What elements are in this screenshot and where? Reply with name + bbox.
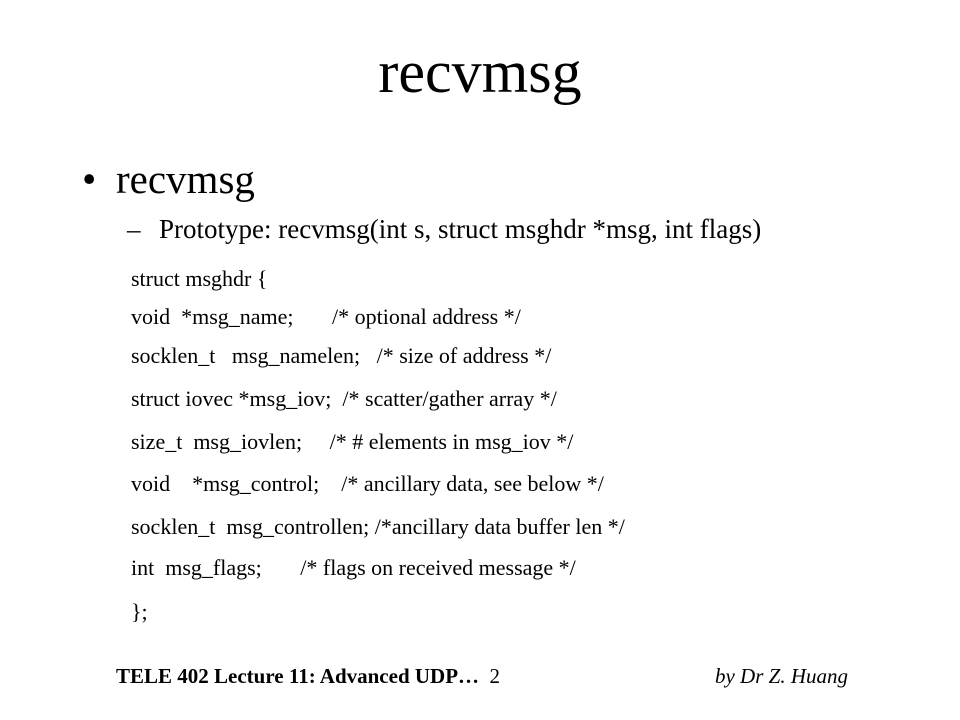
footer-author: by Dr Z. Huang (714, 664, 848, 688)
code-line: void *msg_control; /* ancillary data, see below */ (131, 471, 604, 496)
slide-title: recvmsg (378, 39, 582, 105)
code-line: size_t msg_iovlen; /* # elements in msg_iov */ (131, 429, 574, 454)
bullet-item (82, 153, 255, 205)
bullet-dot-icon: • (82, 156, 97, 202)
code-line: socklen_t msg_namelen; /* size of address */ (131, 343, 552, 368)
prototype-text: Prototype: recvmsg(int s, struct msghdr *msg, int flags) (159, 214, 762, 244)
code-line: socklen_t msg_controllen; /*ancillary data buffer len */ (131, 514, 625, 539)
code-line: struct iovec *msg_iov; /* scatter/gather array */ (131, 386, 557, 411)
footer-course-title: TELE 402 Lecture 11: Advanced UDP… (116, 664, 480, 688)
code-line: void *msg_name; /* optional address */ (131, 304, 521, 329)
footer-course (116, 662, 500, 690)
code-line: int msg_flags; /* flags on received message */ (131, 555, 576, 580)
dash-icon: – (127, 214, 141, 244)
code-line: }; (131, 599, 148, 624)
sub-bullet-item (127, 211, 761, 247)
code-line: struct msghdr { (131, 266, 268, 291)
bullet-text: recvmsg (116, 156, 255, 202)
footer-page-number: 2 (489, 664, 501, 688)
